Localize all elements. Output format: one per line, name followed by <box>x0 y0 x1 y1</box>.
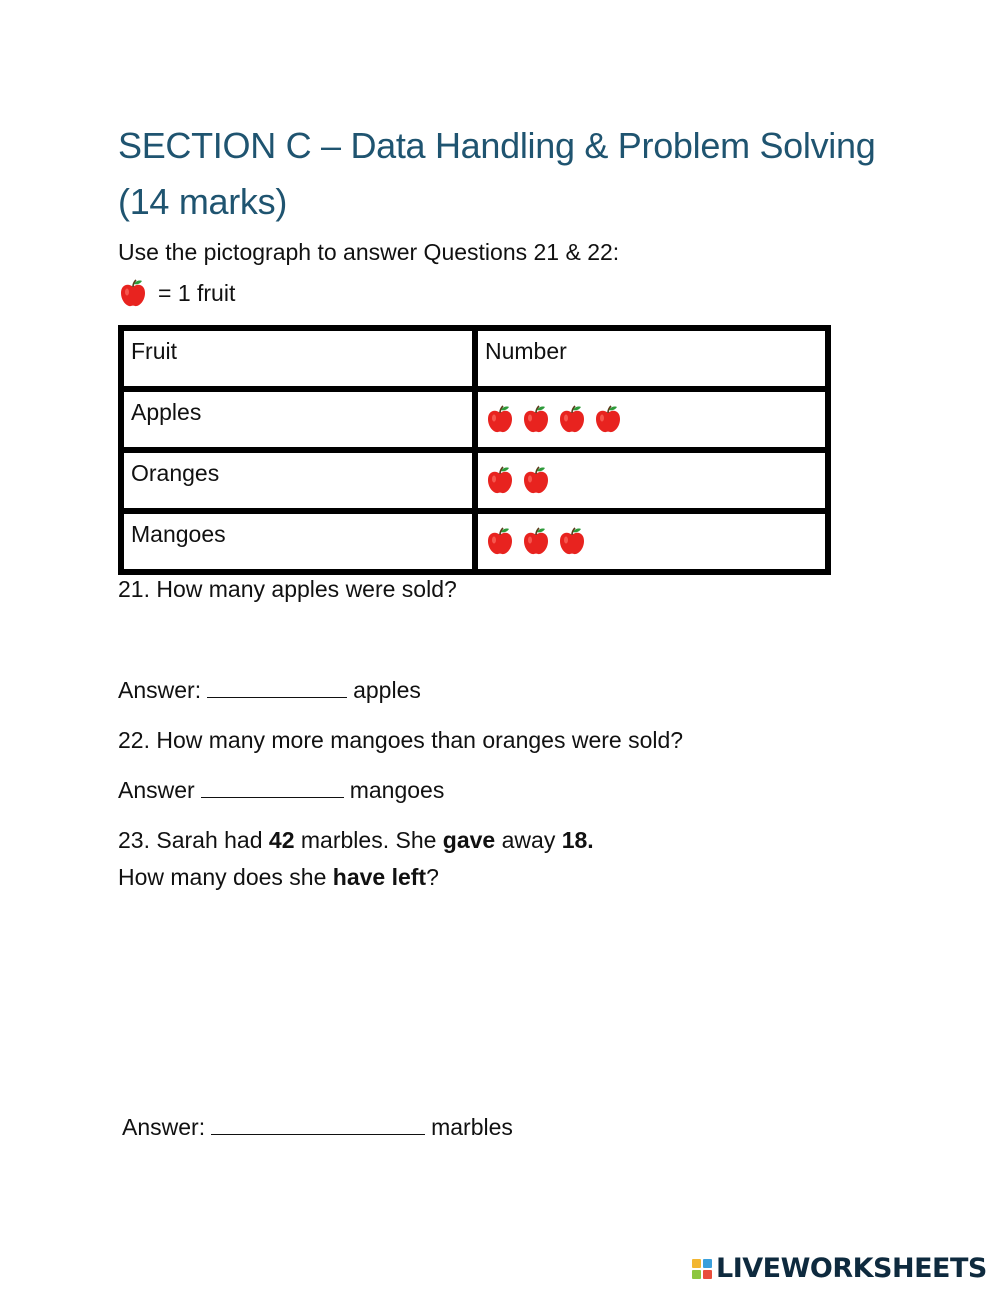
apple-icon <box>521 404 551 434</box>
q23-text: 23. Sarah had <box>118 827 269 853</box>
question-22: 22. How many more mangoes than oranges were sold? <box>118 727 684 753</box>
brand-name: LIVEWORKSHEETS <box>716 1253 987 1284</box>
apple-icon <box>593 404 623 434</box>
apple-icons <box>485 459 818 495</box>
table-row <box>121 389 828 450</box>
pictograph-key <box>118 278 235 308</box>
q23-bold: have left <box>332 864 427 890</box>
q23-text: ? <box>426 864 439 890</box>
fruit-count <box>475 389 828 450</box>
fruit-count <box>475 511 828 572</box>
question-23-line2 <box>118 863 439 891</box>
answer-unit: apples <box>353 677 421 703</box>
fruit-name: Apples <box>121 389 475 450</box>
fruit-name: Mangoes <box>121 511 475 572</box>
table-row <box>121 511 828 572</box>
answer-unit: mangoes <box>349 777 445 803</box>
answer-prefix: Answer: <box>122 1114 206 1140</box>
answer-23-blank[interactable] <box>211 1114 425 1135</box>
fruit-name: Oranges <box>121 450 475 511</box>
fruit-count <box>475 450 828 511</box>
answer-23 <box>122 1113 513 1141</box>
apple-icon <box>557 404 587 434</box>
answer-22 <box>118 776 444 804</box>
key-label: = 1 fruit <box>158 280 236 306</box>
q23-text: marbles. She <box>294 827 443 853</box>
apple-icon <box>118 278 148 308</box>
q23-text: How many does she <box>118 864 333 890</box>
header-fruit: Fruit <box>121 328 475 389</box>
apple-icon <box>485 465 515 495</box>
apple-icons <box>485 398 818 434</box>
answer-prefix: Answer: <box>118 677 202 703</box>
brand-square <box>703 1270 712 1279</box>
table-row <box>121 450 828 511</box>
q23-bold: 42 <box>268 827 295 853</box>
instructions: Use the pictograph to answer Questions 21 & 22: <box>118 239 620 265</box>
header-number: Number <box>475 328 828 389</box>
brand-square <box>692 1259 701 1268</box>
brand-mark-icon <box>692 1259 712 1279</box>
answer-22-blank[interactable] <box>201 777 344 798</box>
apple-icon <box>521 465 551 495</box>
pictograph-table <box>118 325 831 575</box>
brand-logo[interactable] <box>692 1253 987 1285</box>
brand-square <box>703 1259 712 1268</box>
table-header-row <box>121 328 828 389</box>
question-23-line1 <box>118 826 594 854</box>
brand-square <box>692 1270 701 1279</box>
answer-prefix: Answer <box>118 777 195 803</box>
answer-21-blank[interactable] <box>207 677 347 698</box>
answer-unit: marbles <box>431 1114 513 1140</box>
apple-icon <box>557 526 587 556</box>
apple-icons <box>485 520 818 556</box>
q23-bold: gave <box>442 827 496 853</box>
apple-icon <box>485 404 515 434</box>
q23-bold: 18. <box>561 827 594 853</box>
section-title: SECTION C – Data Handling & Problem Solving (14 marks) <box>118 125 876 222</box>
apple-icon <box>485 526 515 556</box>
answer-21 <box>118 676 421 704</box>
question-21: 21. How many apples were sold? <box>118 576 457 602</box>
apple-icon <box>521 526 551 556</box>
q23-text: away <box>495 827 562 853</box>
